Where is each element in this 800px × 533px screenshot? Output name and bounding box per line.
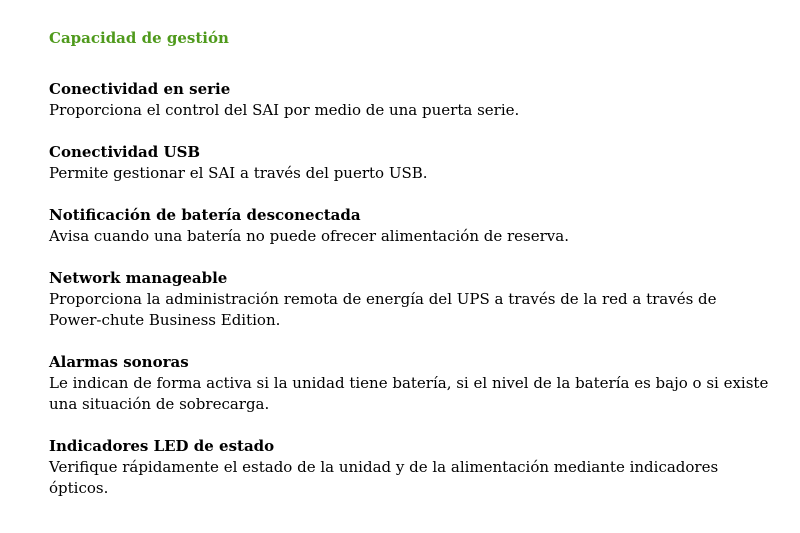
feature-description: Le indican de forma activa si la unidad tiene batería, si el nivel de la batería es bajo o si existe una situación de sobrecarga. <box>49 374 769 413</box>
feature-serial-connectivity <box>49 79 770 121</box>
feature-title: Conectividad en serie <box>49 80 231 98</box>
feature-title: Notificación de batería desconectada <box>49 206 361 224</box>
section-title: Capacidad de gestión <box>49 29 229 47</box>
feature-battery-disconnected-notification <box>49 205 770 247</box>
feature-audible-alarms <box>49 352 770 415</box>
feature-network-manageable <box>49 268 770 331</box>
feature-title: Indicadores LED de estado <box>49 437 275 455</box>
feature-description: Proporciona la administración remota de energía del UPS a través de la red a través de Power-chute Business Edition. <box>49 290 717 329</box>
feature-title: Network manageable <box>49 269 228 287</box>
feature-description: Avisa cuando una batería no puede ofrecer alimentación de reserva. <box>49 227 569 245</box>
feature-description: Proporciona el control del SAI por medio de una puerta serie. <box>49 101 520 119</box>
feature-description: Verifique rápidamente el estado de la unidad y de la alimentación mediante indicadores ópticos. <box>49 458 719 497</box>
feature-title: Alarmas sonoras <box>49 353 189 371</box>
feature-status-led-indicators <box>49 436 770 499</box>
feature-description: Permite gestionar el SAI a través del puerto USB. <box>49 164 428 182</box>
feature-usb-connectivity <box>49 142 770 184</box>
feature-title: Conectividad USB <box>49 143 201 161</box>
